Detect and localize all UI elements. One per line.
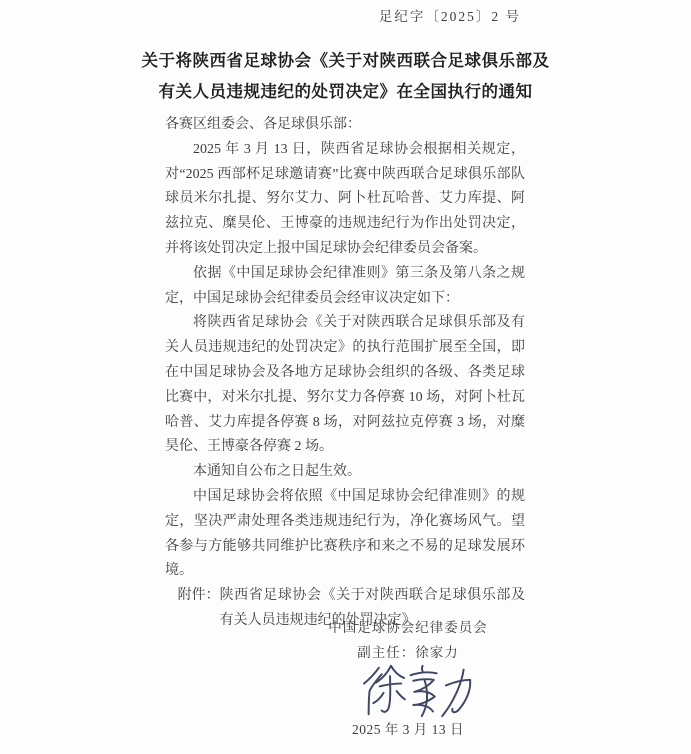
- signoff-organization: 中国足球协会纪律委员会: [328, 620, 488, 635]
- body-paragraph: 将陕西省足球协会《关于对陕西联合足球俱乐部及有关人员违规违纪的处罚决定》的执行范围扩展至全国，即在中国足球协会及各地方足球协会组织的各级、各类足球比赛中，对米尔扎提、努尔艾力各停赛 10 场，对阿卜杜瓦哈普、艾力库提各停赛 8 场，对阿兹拉克停赛 3 场，对糜昊伦、王博豪各停赛 2 场。: [165, 315, 525, 455]
- signoff-signer-label: 副主任：徐家力: [357, 645, 459, 660]
- signoff-block: [268, 617, 548, 740]
- document-body: [165, 113, 525, 634]
- signoff-date: 2025 年 3 月 13 日: [351, 722, 465, 737]
- document-title: [0, 45, 691, 107]
- attachment-label: 附件：: [177, 588, 220, 604]
- document-number: 足纪字〔2025〕2 号: [378, 9, 521, 24]
- body-paragraph: 本通知自公布之日起生效。: [193, 464, 361, 480]
- body-paragraph: 2025 年 3 月 13 日，陕西省足球协会根据相关规定，对“2025 西部杯足球邀请赛”比赛中陕西联合足球俱乐部队球员米尔扎提、努尔艾力、阿卜杜瓦哈普、艾力库提、阿兹拉克、糜昊伦、王博豪的违规违纪行为作出处罚决定，并将该处罚决定上报中国足球协会纪律委员会备案。: [165, 141, 525, 256]
- body-paragraph: 依据《中国足球协会纪律准则》第三条及第八条之规定，中国足球协会纪律委员会经审议决定如下：: [165, 265, 525, 306]
- document-title-line1: 关于将陕西省足球协会《关于对陕西联合足球俱乐部及: [141, 51, 550, 70]
- attachment-text: 陕西省足球协会《关于对陕西联合足球俱乐部及有关人员违规违纪的处罚决定》: [219, 588, 525, 628]
- document-title-line2: 有关人员违规违纪的处罚决定》在全国执行的通知: [158, 82, 533, 101]
- salutation: 各赛区组委会、各足球俱乐部：: [165, 117, 361, 132]
- handwritten-signature: [268, 664, 548, 718]
- body-paragraph: 中国足球协会将依照《中国足球协会纪律准则》的规定，坚决严肃处理各类违规违纪行为，净化赛场风气。望各参与方能够共同维护比赛秩序和来之不易的足球发展环境。: [165, 488, 525, 579]
- signature-strokes: [354, 664, 482, 718]
